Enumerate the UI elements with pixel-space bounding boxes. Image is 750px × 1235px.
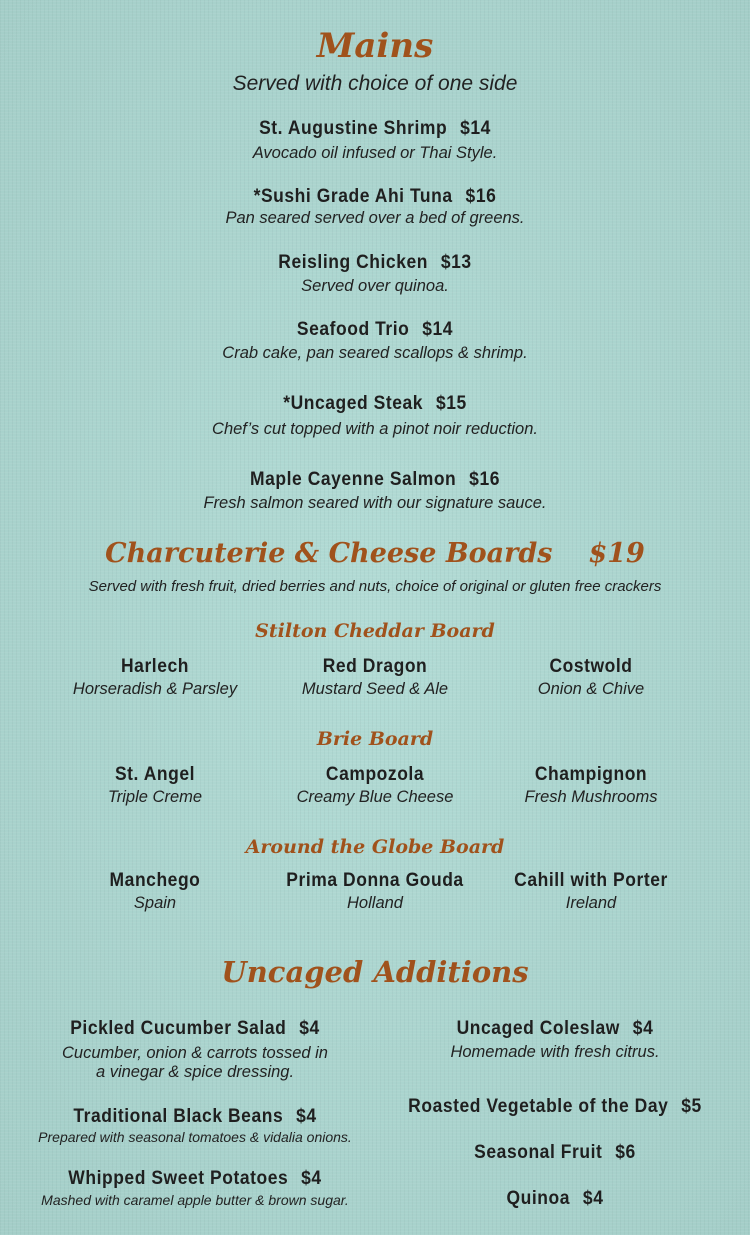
item-price: $6	[615, 1142, 636, 1163]
cheese-description: Creamy Blue Cheese	[296, 788, 454, 806]
menu-item	[0, 469, 750, 513]
cheese-item	[250, 656, 500, 699]
item-price: $16	[465, 186, 497, 207]
cheese-name: Red Dragon	[322, 656, 428, 677]
cheese-description: Horseradish & Parsley	[72, 680, 238, 698]
cheese-description: Mustard Seed & Ale	[301, 680, 449, 698]
item-description: Fresh salmon seared with our signature sauce.	[203, 494, 547, 512]
cheese-description: Spain	[133, 894, 177, 912]
cheese-name: Champignon	[534, 764, 648, 785]
item-name: Pickled Cucumber Salad	[70, 1018, 287, 1039]
item-price: $4	[296, 1106, 317, 1127]
item-name: Seafood Trio	[296, 319, 410, 340]
item-name: Maple Cayenne Salmon	[249, 469, 457, 490]
item-description-line2: a vinegar & spice dressing.	[95, 1063, 295, 1081]
item-description: Prepared with seasonal tomatoes & vidalia onions.	[38, 1129, 352, 1145]
mains-subtitle: Served with choice of one side	[232, 72, 518, 95]
cheese-item	[466, 764, 716, 807]
cheese-item	[466, 656, 716, 699]
item-name: Traditional Black Beans	[73, 1106, 284, 1127]
menu-item	[0, 393, 750, 439]
boards-price: $19	[588, 538, 645, 569]
cheese-name: Harlech	[121, 656, 189, 677]
cheese-item	[250, 870, 500, 913]
item-price: $4	[582, 1188, 604, 1209]
item-name: Quinoa	[506, 1188, 571, 1209]
boards-title: Charcuterie & Cheese Boards	[105, 538, 553, 569]
item-name: St. Augustine Shrimp	[259, 118, 448, 139]
item-name: Seasonal Fruit	[474, 1142, 603, 1163]
board-title: Brie Board	[316, 728, 434, 750]
additions-heading: Uncaged Additions	[221, 955, 529, 989]
item-price: $14	[422, 319, 454, 340]
mains-heading: Mains	[316, 26, 434, 66]
item-description: Avocado oil infused or Thai Style.	[252, 144, 498, 162]
board-title: Around the Globe Board	[245, 836, 505, 858]
item-name: Whipped Sweet Potatoes	[68, 1168, 289, 1189]
item-description: Mashed with caramel apple butter & brown sugar.	[41, 1192, 349, 1208]
menu-item	[0, 118, 750, 163]
boards-subtitle: Served with fresh fruit, dried berries and nuts, choice of original or gluten free crackers	[88, 578, 662, 595]
item-price: $14	[460, 118, 491, 139]
item-price: $16	[469, 469, 501, 490]
item-price: $15	[435, 393, 467, 414]
cheese-item	[30, 870, 280, 913]
cheese-item	[250, 764, 500, 807]
cheese-item	[466, 870, 716, 913]
item-name: Uncaged Coleslaw	[456, 1018, 620, 1039]
cheese-name: Cahill with Porter	[514, 870, 668, 891]
item-description: Chef’s cut topped with a pinot noir reduction.	[212, 420, 538, 438]
cheese-description: Onion & Chive	[537, 680, 645, 698]
item-price: $4	[632, 1018, 654, 1039]
cheese-name: St. Angel	[114, 764, 196, 785]
cheese-name: Manchego	[109, 870, 201, 891]
side-item	[370, 1142, 740, 1164]
item-price: $13	[440, 252, 472, 273]
item-description: Cucumber, onion & carrots tossed in	[62, 1044, 328, 1062]
cheese-description: Triple Creme	[107, 788, 203, 806]
cheese-description: Holland	[347, 894, 403, 912]
item-name: Reisling Chicken	[278, 252, 428, 273]
item-name: *Sushi Grade Ahi Tuna	[253, 186, 453, 207]
menu-item	[0, 319, 750, 363]
cheese-name: Costwold	[549, 656, 633, 677]
menu-item	[0, 252, 750, 296]
item-price: $5	[681, 1096, 702, 1117]
boards-heading	[0, 538, 750, 569]
item-name: Roasted Vegetable of the Day	[408, 1096, 669, 1117]
item-description: Crab cake, pan seared scallops & shrimp.	[222, 344, 528, 362]
side-item	[0, 1018, 390, 1082]
item-description: Served over quinoa.	[301, 277, 449, 295]
item-price: $4	[301, 1168, 322, 1189]
item-description: Homemade with fresh citrus.	[450, 1043, 660, 1061]
item-name: *Uncaged Steak	[283, 393, 424, 414]
side-item	[0, 1106, 390, 1145]
item-price: $4	[299, 1018, 320, 1039]
menu-item	[0, 186, 750, 228]
cheese-name: Campozola	[325, 764, 425, 785]
cheese-item	[30, 656, 280, 699]
side-item	[0, 1168, 390, 1208]
cheese-description: Fresh Mushrooms	[524, 788, 658, 806]
board-title: Stilton Cheddar Board	[255, 620, 495, 642]
side-item	[370, 1188, 740, 1210]
item-description: Pan seared served over a bed of greens.	[225, 209, 525, 227]
cheese-item	[30, 764, 280, 807]
side-item	[370, 1096, 740, 1118]
side-item	[370, 1018, 740, 1062]
cheese-description: Ireland	[565, 894, 617, 912]
cheese-name: Prima Donna Gouda	[286, 870, 464, 891]
